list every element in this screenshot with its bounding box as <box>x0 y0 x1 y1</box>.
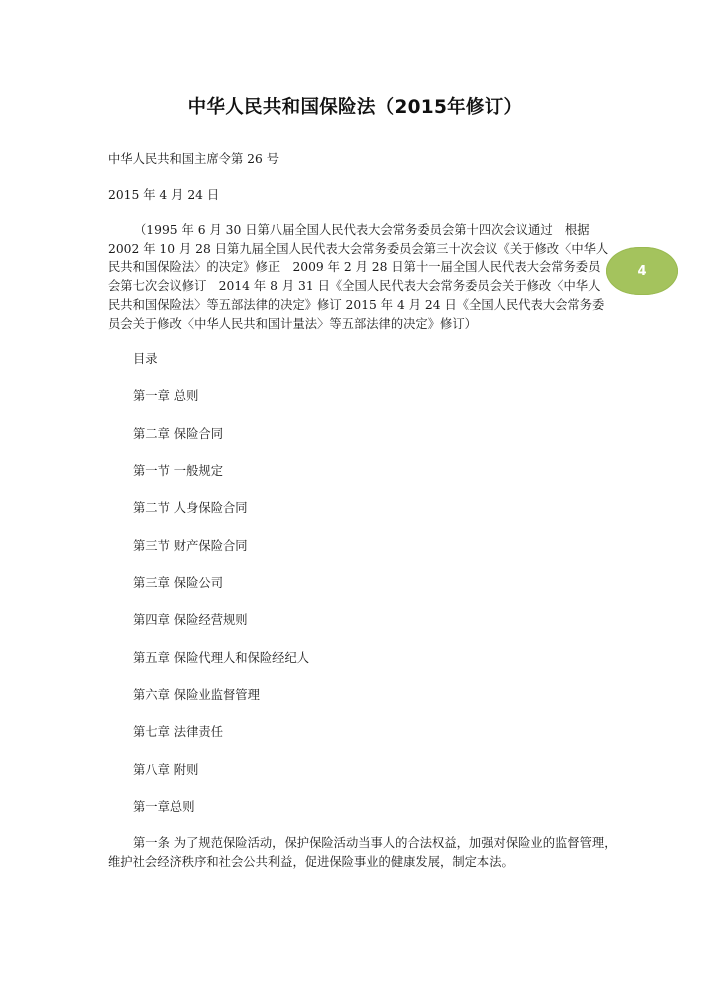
toc-item: 第一节 一般规定 <box>133 464 223 478</box>
toc-item: 第二节 人身保险合同 <box>133 501 248 515</box>
presidential-order-number: 中华人民共和国主席令第 26 号 <box>108 152 280 166</box>
toc-item: 第一章 总则 <box>133 389 199 403</box>
toc-item: 第五章 保险代理人和保险经纪人 <box>133 651 310 665</box>
article-1 <box>108 834 617 871</box>
toc-heading: 目录 <box>133 352 158 366</box>
page-number-badge <box>606 247 678 295</box>
toc-item: 第四章 保险经营规则 <box>133 613 248 627</box>
chapter-heading: 第一章总则 <box>133 800 195 814</box>
toc-item: 第八章 附则 <box>133 763 199 777</box>
toc-item: 第六章 保险业监督管理 <box>133 688 260 702</box>
amendment-line: 员会关于修改〈中华人民共和国计量法〉等五部法律的决定》修订） <box>108 316 477 331</box>
document-title: 中华人民共和国保险法（2015年修订） <box>187 97 523 118</box>
page-number: 4 <box>637 263 647 279</box>
toc-item: 第三章 保险公司 <box>133 576 223 590</box>
toc-item: 第三节 财产保险合同 <box>133 539 248 553</box>
amendment-line: 2002 年 10 月 28 日第九届全国人民代表大会常务委员会第三十次会议《关于修改〈中华人 <box>108 241 609 256</box>
amendment-line: （1995 年 6 月 30 日第八届全国人民代表大会常务委员会第十四次会议通过 根据 <box>134 223 590 237</box>
article-line: 维护社会经济秩序和社会公共利益，促进保险事业的健康发展，制定本法。 <box>108 854 514 869</box>
amendment-line: 民共和国保险法〉等五部法律的决定》修订 2015 年 4 月 24 日《全国人民代表大会常务委 <box>108 297 605 312</box>
amendment-history <box>108 221 608 333</box>
amendment-line: 会第七次会议修订 2014 年 8 月 31 日《全国人民代表大会常务委员会关于修改〈中华人 <box>108 279 601 294</box>
promulgation-date: 2015 年 4 月 24 日 <box>108 188 220 202</box>
amendment-line: 民共和国保险法〉的决定》修正 2009 年 2 月 28 日第十一届全国人民代表大会常务委员 <box>108 260 601 275</box>
toc-item: 第二章 保险合同 <box>133 427 223 441</box>
article-line: 第一条 为了规范保险活动，保护保险活动当事人的合法权益，加强对保险业的监督管理， <box>133 836 617 850</box>
toc-item: 第七章 法律责任 <box>133 725 223 739</box>
